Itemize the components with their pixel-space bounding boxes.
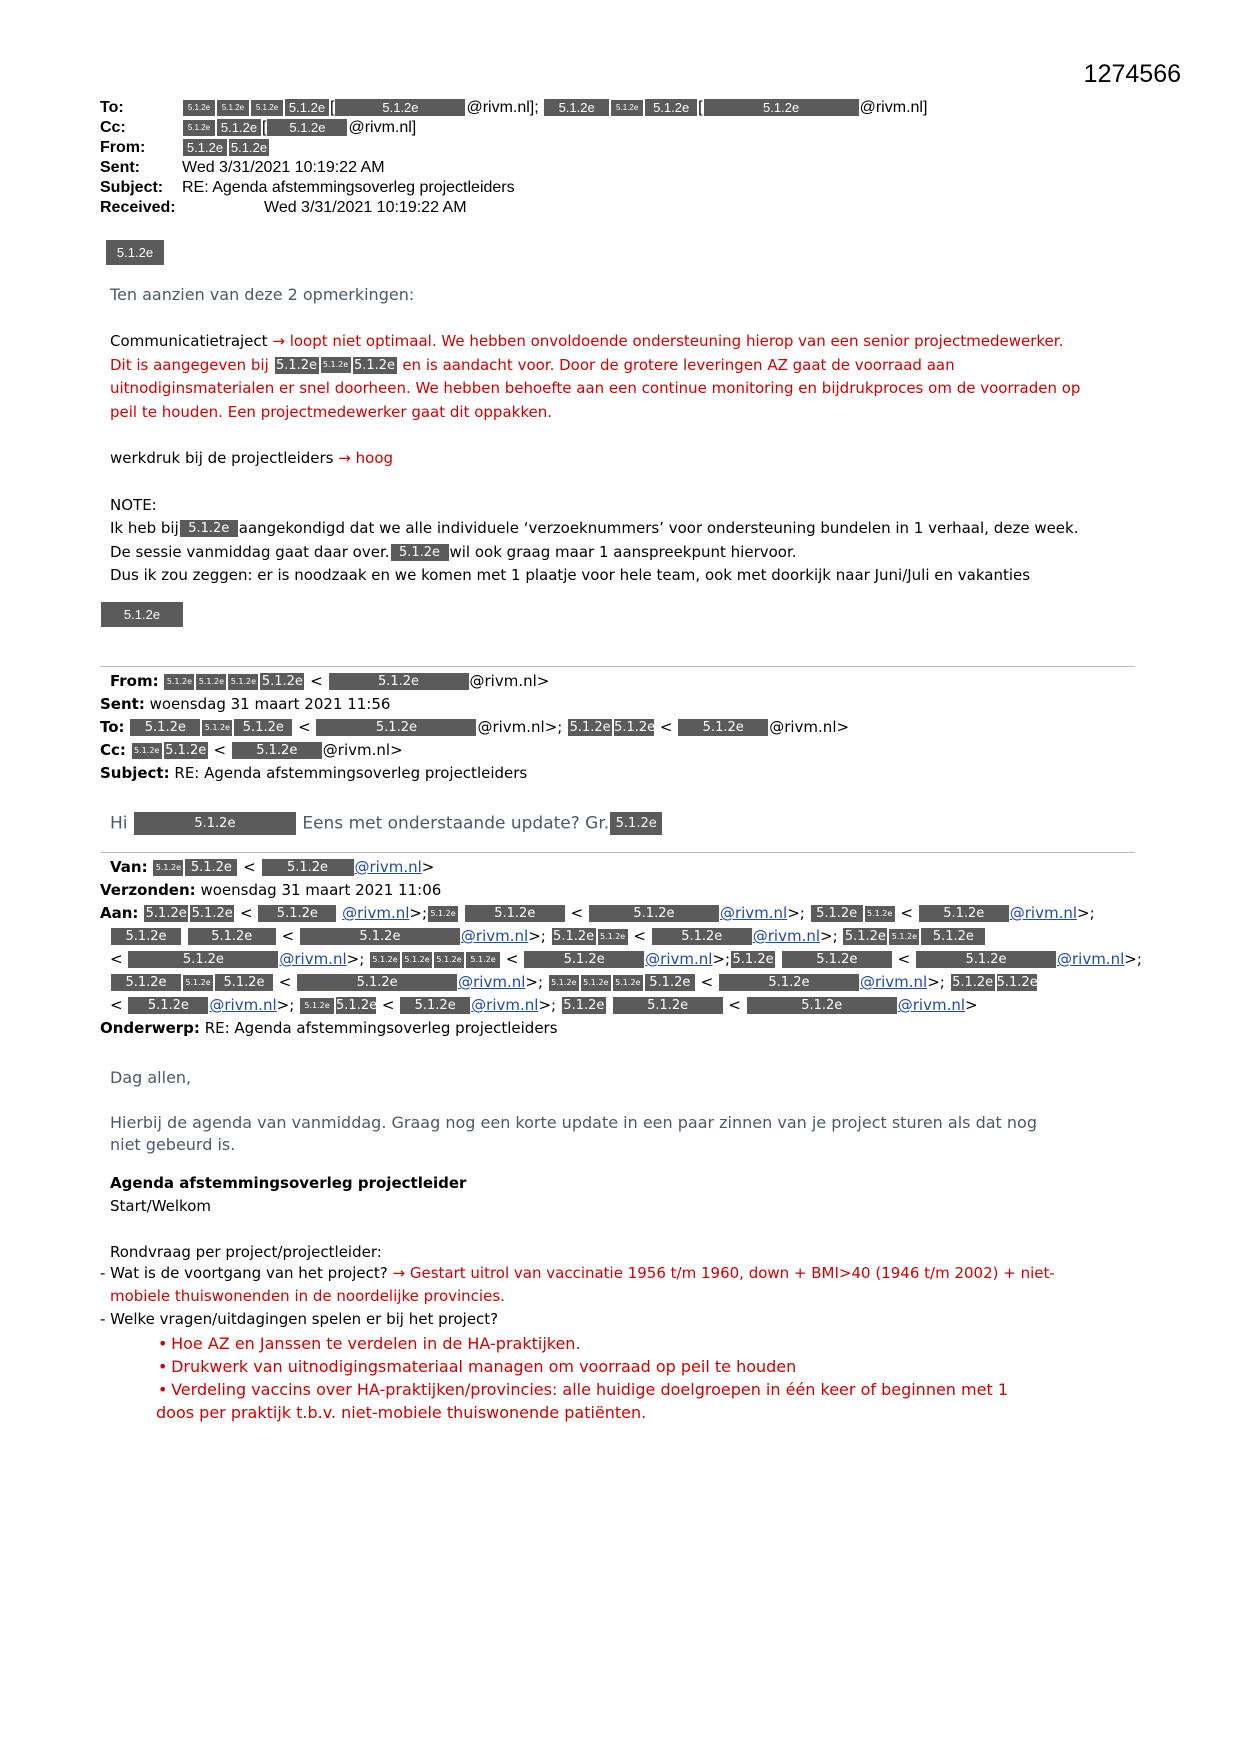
redaction: 5.1.2e (865, 906, 895, 922)
mail2-cc-line: Cc: 5.1.2e 5.1.2e < 5.1.2e @rivm.nl> (100, 741, 403, 759)
separator-text: >; (927, 973, 945, 991)
redaction: 5.1.2e (300, 998, 334, 1014)
mail3-domain: @rivm.nl (1009, 904, 1078, 922)
redaction: 5.1.2e (919, 905, 1009, 922)
mail3-domain: @rivm.nl (342, 904, 410, 922)
redaction: 5.1.2e (782, 951, 892, 968)
redaction: 5.1.2e (185, 859, 237, 876)
redaction: 5.1.2e (645, 974, 695, 991)
redaction: 5.1.2e (316, 719, 476, 736)
redaction: 5.1.2e (164, 674, 194, 690)
separator-text: >; (409, 904, 428, 922)
bullet-item: Drukwerk van uitnodigingsmateriaal managen om voorraad op peil te houden (171, 1357, 797, 1376)
mail3-domain: @rivm.nl (719, 904, 788, 922)
reply-body (110, 330, 1140, 588)
comm-line-2b: en is aandacht voor. Door de grotere leveringen AZ gaat de voorraad aan (402, 355, 955, 374)
note-3: Dus ik zou zeggen: er is noodzaak en we komen met 1 plaatje voor hele team, ook met doorkijk naar Juni/Juli en vakanties (110, 566, 1031, 584)
redaction: 5.1.2e (952, 975, 994, 990)
note-2a: De sessie vanmiddag gaat daar over. (110, 542, 390, 561)
bracket: < (110, 950, 123, 968)
cc-label: Cc: (100, 119, 126, 136)
separator (100, 852, 1135, 853)
email-header: To: 5.1.2e 5.1.2e 5.1.2e 5.1.2e [ 5.1.2e @rivm.nl]; 5.1.2e 5.1.2e 5.1.2e [ 5.1.2e @rivm.nl] Cc: 5.1.2e 5.1.2e [ 5.1.2e @rivm.nl] From: 5.1.2e 5.1.2e Sent: Wed 3/31/2021 10:19:22 AM Subject: RE: Agenda afstemmingsoverleg projectleiders Received: Wed 3/31/2021 10:19:22 AM (100, 99, 928, 216)
redaction: 5.1.2e (549, 975, 579, 991)
redaction: 5.1.2e (704, 99, 859, 116)
redaction: 5.1.2e (285, 99, 329, 116)
mail3-verzonden-value: woensdag 31 maart 2021 11:06 (200, 881, 442, 899)
redaction: 5.1.2e (400, 997, 470, 1014)
redaction: 5.1.2e (202, 720, 232, 736)
redaction: 5.1.2e (183, 100, 215, 116)
answer-1-line-2: mobiele thuiswonenden in de noordelijke provincies. (110, 1287, 505, 1305)
bracket: < (239, 904, 253, 922)
mail2-subject-label: Subject: (100, 764, 170, 782)
note-1a: Ik heb bij (110, 519, 179, 537)
mail2-to-line: To: 5.1.2e 5.1.2e 5.1.2e < 5.1.2e @rivm.nl>; 5.1.2e 5.1.2e < 5.1.2e @rivm.nl> (100, 718, 850, 736)
mail2-from-label: From: (110, 672, 159, 690)
redaction: 5.1.2e (196, 674, 226, 690)
redaction: 5.1.2e (402, 952, 432, 968)
bracket: < (281, 927, 295, 945)
redaction: 5.1.2e (428, 906, 458, 922)
redaction: 5.1.2e (524, 951, 644, 968)
redaction: 5.1.2e (589, 905, 719, 922)
agenda-rondvraag: Rondvraag per project/projectleider: (110, 1243, 382, 1261)
arrow-icon: → (338, 449, 351, 467)
mail2-subject-value: RE: Agenda afstemmingsoverleg projectleiders (174, 764, 528, 782)
mail2-sent-line (100, 695, 390, 713)
redaction: 5.1.2e (613, 975, 643, 991)
mail3-verzonden-line (100, 881, 441, 899)
bracket: < (728, 996, 741, 1014)
redaction: 5.1.2e (180, 520, 238, 537)
redaction: 5.1.2e (106, 240, 164, 265)
mail2-body (110, 812, 663, 835)
redaction: 5.1.2e (732, 952, 774, 967)
redaction: 5.1.2e (466, 952, 500, 968)
redaction: 5.1.2e (128, 951, 278, 968)
redaction: 5.1.2e (336, 998, 378, 1013)
bracket: < (570, 904, 584, 922)
workload-lead: werkdruk bij de projectleiders (110, 449, 334, 467)
separator-text: >; (1124, 950, 1142, 968)
mail3-onderwerp-label: Onderwerp: (100, 1019, 200, 1037)
sent-value: Wed 3/31/2021 10:19:22 AM (182, 159, 385, 176)
redaction: 5.1.2e (610, 812, 662, 835)
comm-line-3: uitnodiginsmaterialen er snel doorheen. We hebben behoefte aan een continue monitoring en bijdrukproces om de voorraden op (110, 379, 1081, 397)
redaction: 5.1.2e (465, 905, 565, 922)
received-value: Wed 3/31/2021 10:19:22 AM (264, 199, 467, 216)
agenda-questions (100, 1262, 1055, 1331)
redaction: 5.1.2e (111, 928, 181, 945)
mail3-aan-line-1 (100, 904, 1095, 922)
bullet-icon: • (158, 1380, 168, 1399)
mail3-domain: @rivm.nl (209, 996, 277, 1014)
note-2b: wil ook graag maar 1 aanspreekpunt hiervoor. (449, 542, 797, 561)
redaction: 5.1.2e (370, 952, 400, 968)
mail2-sent-value: woensdag 31 maart 2021 11:56 (149, 695, 391, 713)
document-number: 1274566 (1083, 60, 1181, 88)
agenda-intro-2: niet gebeurd is. (110, 1135, 236, 1154)
redaction: 5.1.2e (251, 100, 283, 116)
redaction: 5.1.2e (183, 975, 213, 991)
reply-intro: Ten aanzien van deze 2 opmerkingen: (110, 285, 415, 304)
redaction: 5.1.2e (132, 743, 162, 759)
cc-domain: @rivm.nl] (348, 119, 417, 136)
redaction: 5.1.2e (101, 602, 183, 627)
agenda-start: Start/Welkom (110, 1197, 211, 1215)
note-label: NOTE: (110, 495, 157, 514)
mail3-van-label: Van: (110, 858, 148, 876)
question-2: - Welke vragen/uitdagingen spelen er bij het project? (100, 1310, 499, 1328)
redaction: 5.1.2e (916, 951, 1056, 968)
bullet-icon: • (158, 1334, 168, 1353)
mail3-domain: @rivm.nl (897, 996, 966, 1014)
separator-text: >; (346, 950, 365, 968)
redaction: 5.1.2e (353, 357, 396, 373)
redaction: 5.1.2e (267, 119, 347, 136)
mail3-verzonden-label: Verzonden: (100, 881, 196, 899)
mail3-onderwerp-line (100, 1019, 558, 1037)
bracket: < (505, 950, 519, 968)
bullet-list (158, 1332, 1008, 1424)
redaction: 5.1.2e (747, 997, 897, 1014)
mail2-text: Eens met onderstaande update? Gr. (302, 813, 610, 834)
redaction: 5.1.2e (258, 905, 336, 922)
redaction: 5.1.2e (844, 929, 886, 944)
redaction: 5.1.2e (329, 673, 469, 690)
redaction: 5.1.2e (134, 812, 296, 835)
mail3-aan-line-2 (110, 927, 986, 945)
redaction: 5.1.2e (611, 100, 643, 116)
redaction: 5.1.2e (434, 952, 464, 968)
comm-line-2a: Dit is aangegeven bij (110, 355, 269, 374)
mail3-onderwerp-value: RE: Agenda afstemmingsoverleg projectleiders (204, 1019, 558, 1037)
mail2-hi: Hi (110, 813, 128, 834)
mail3-domain: @rivm.nl (279, 950, 347, 968)
redaction: 5.1.2e (262, 859, 354, 876)
from-label: From: (100, 139, 146, 156)
redaction: 5.1.2e (335, 99, 465, 116)
mail2-cc-label: Cc: (100, 741, 126, 759)
redaction: 5.1.2e (183, 120, 215, 136)
bracket: < (897, 950, 911, 968)
redaction: 5.1.2e (300, 928, 460, 945)
redaction: 5.1.2e (232, 742, 322, 759)
bracket: > (965, 996, 978, 1014)
redaction: 5.1.2e (645, 99, 697, 116)
redaction: 5.1.2e (719, 974, 859, 991)
mail3-domain: @rivm.nl (354, 858, 422, 876)
subject-value: RE: Agenda afstemmingsoverleg projectleiders (182, 179, 515, 196)
separator (100, 666, 1135, 667)
separator-text: >; (1077, 904, 1095, 922)
mail3-aan-label: Aan: (100, 904, 139, 922)
redaction: 5.1.2e (544, 99, 609, 116)
arrow-icon: → (392, 1264, 406, 1282)
workload-value: hoog (355, 449, 394, 467)
separator-text: >; (528, 927, 546, 945)
agenda-intro-1: Hierbij de agenda van vanmiddag. Graag nog een korte update in een paar zinnen van je project sturen als dat nog (110, 1113, 1037, 1132)
separator-text: >; (820, 927, 838, 945)
redaction: 5.1.2e (153, 860, 183, 876)
mail2-cc-domain: @rivm.nl> (322, 741, 403, 759)
mail3-domain: @rivm.nl (471, 996, 539, 1014)
comm-line-1: loopt niet optimaal. We hebben onvoldoende ondersteuning hierop van een senior projectmedewerker. (289, 332, 1064, 350)
mail3-domain: @rivm.nl (1056, 950, 1125, 968)
separator-text: >; (538, 996, 557, 1014)
mail3-aan-line-5 (110, 996, 978, 1014)
comm-lead: Communicatietraject (110, 332, 268, 350)
redaction: 5.1.2e (889, 929, 919, 945)
bracket: < (381, 996, 395, 1014)
redaction: 5.1.2e (613, 997, 723, 1014)
bracket: < (110, 996, 123, 1014)
agenda-block (110, 1172, 466, 1264)
redaction: 5.1.2e (563, 998, 605, 1013)
mail2-to-label: To: (100, 718, 125, 736)
redaction: 5.1.2e (191, 906, 233, 921)
agenda-title: Agenda afstemmingsoverleg projectleider (110, 1174, 467, 1192)
bullet-item: Verdeling vaccins over HA-praktijken/provincies: alle huidige doelgroepen in één keer of beginnen met 1 (171, 1380, 1008, 1399)
bracket: > (421, 858, 435, 876)
arrow-icon: → (272, 332, 285, 350)
redaction: 5.1.2e (217, 100, 249, 116)
redaction: 5.1.2e (811, 905, 863, 922)
subject-label: Subject: (100, 179, 164, 196)
separator-text: >; (787, 904, 805, 922)
redaction: 5.1.2e (111, 974, 181, 991)
redaction: 5.1.2e (130, 719, 200, 736)
redaction: 5.1.2e (165, 743, 207, 758)
bracket: < (900, 904, 913, 922)
mail3-domain: @rivm.nl (859, 973, 928, 991)
mail3-domain: @rivm.nl (460, 927, 529, 945)
mail3-van-line (110, 858, 434, 876)
agenda-intro (110, 1112, 1037, 1156)
mail2-to-domain: @rivm.nl> (769, 718, 850, 736)
bullet-icon: • (158, 1357, 168, 1376)
mail2-subject-line (100, 764, 527, 782)
mail3-domain: @rivm.nl (458, 973, 526, 991)
redaction: 5.1.2e (614, 720, 656, 735)
mail2-from-domain: @rivm.nl> (469, 672, 550, 690)
question-1: - Wat is de voortgang van het project? (100, 1264, 388, 1282)
to-label: To: (100, 99, 124, 116)
note-1b: aangekondigd dat we alle individuele ‘verzoeknummers’ voor ondersteuning bundelen in 1 verhaal, deze week. (238, 519, 1079, 537)
bullet-item-continuation: doos per praktijk t.b.v. niet-mobiele thuiswonende patiënten. (156, 1403, 647, 1422)
redaction: 5.1.2e (261, 674, 303, 689)
separator-text: >; (712, 950, 731, 968)
to-domain: @rivm.nl]; (466, 99, 539, 116)
bracket: < (700, 973, 714, 991)
redaction: 5.1.2e (569, 720, 611, 735)
redaction: 5.1.2e (234, 719, 292, 736)
redaction: 5.1.2e (217, 119, 261, 136)
separator-text: >; (525, 973, 544, 991)
separator-text: >; (276, 996, 295, 1014)
redaction: 5.1.2e (921, 928, 985, 945)
redaction: 5.1.2e (128, 997, 208, 1014)
redaction: 5.1.2e (183, 139, 227, 156)
redaction: 5.1.2e (996, 975, 1038, 990)
redaction: 5.1.2e (188, 928, 276, 945)
redaction: 5.1.2e (553, 929, 595, 944)
redaction: 5.1.2e (145, 906, 187, 921)
sent-label: Sent: (100, 159, 140, 176)
redaction: 5.1.2e (581, 975, 611, 991)
bullet-item: Hoe AZ en Janssen te verdelen in de HA-praktijken. (171, 1334, 581, 1353)
greeting: Dag allen, (110, 1068, 192, 1087)
mail2-to-domain: @rivm.nl>; (477, 718, 563, 736)
answer-1-line-1: Gestart uitrol van vaccinatie 1956 t/m 1960, down + BMI>40 (1946 t/m 2002) + niet- (409, 1264, 1055, 1282)
redaction: 5.1.2e (391, 544, 449, 561)
redaction: 5.1.2e (297, 974, 457, 991)
mail3-aan-line-3 (110, 950, 1142, 968)
redaction: 5.1.2e (228, 674, 258, 690)
bracket: < (633, 927, 646, 945)
mail2-from-line: From: 5.1.2e 5.1.2e 5.1.2e 5.1.2e < 5.1.2e @rivm.nl> (110, 672, 550, 690)
redaction: 5.1.2e (230, 140, 268, 156)
mail2-sent-label: Sent: (100, 695, 145, 713)
redaction: 5.1.2e (678, 719, 768, 736)
mail3-domain: @rivm.nl (752, 927, 820, 945)
comm-line-4: peil te houden. Een projectmedewerker gaat dit oppakken. (110, 402, 552, 421)
redaction: 5.1.2e (321, 357, 351, 373)
to-domain: @rivm.nl] (859, 99, 928, 116)
redaction: 5.1.2e (275, 357, 318, 373)
bracket: < (278, 973, 292, 991)
redaction: 5.1.2e (598, 929, 628, 945)
redaction: 5.1.2e (215, 974, 273, 991)
received-label: Received: (100, 199, 176, 216)
mail3-domain: @rivm.nl (645, 950, 713, 968)
bracket: < (243, 858, 256, 876)
redaction: 5.1.2e (652, 928, 752, 945)
mail3-aan-line-4 (110, 973, 1038, 991)
